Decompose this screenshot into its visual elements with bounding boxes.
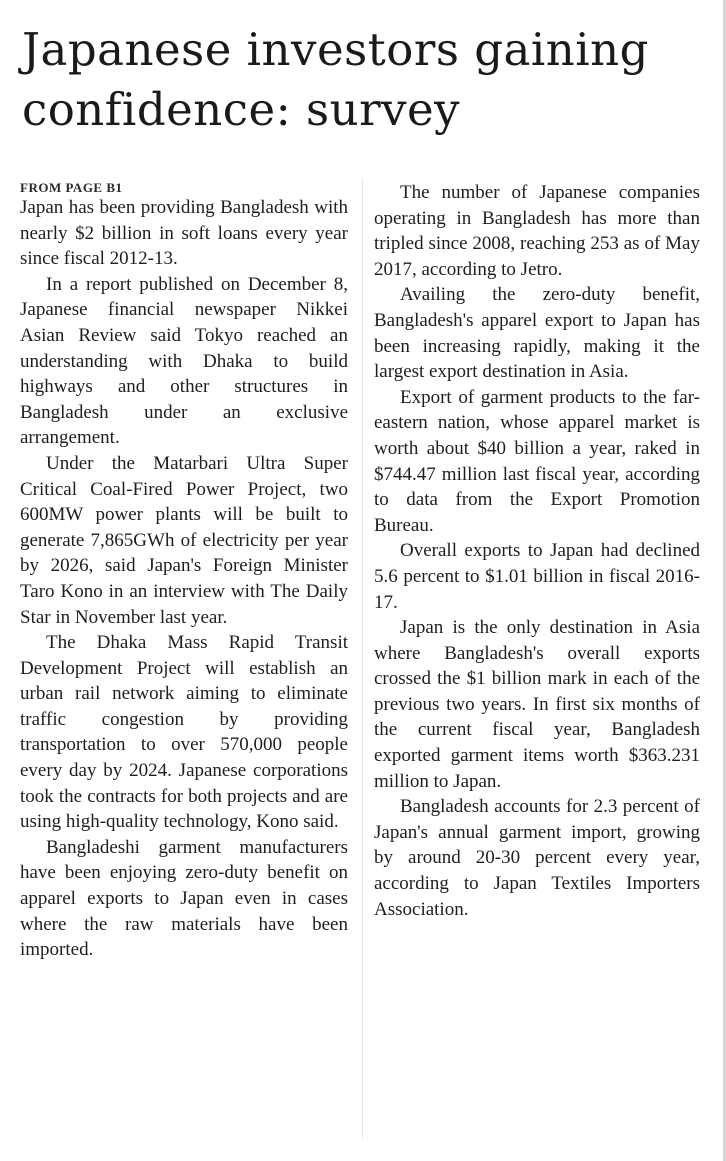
paragraph: Availing the zero-duty benefit, Bangladesh's apparel export to Japan has been increasing rapidly, making it the largest export destination in Asia. [374, 284, 700, 383]
paragraph: Bangladeshi garment manufacturers have been enjoying zero-duty benefit on apparel exports to Japan even in cases where the raw materials have been imported. [20, 836, 348, 961]
continuation-kicker: FROM PAGE B1 [20, 180, 123, 195]
paragraph: In a report published on December 8, Japanese financial newspaper Nikkei Asian Review said Tokyo reached an understanding with Dhaka to build highways and other structures in Bangladesh under an exclusive arrangement. [20, 273, 348, 449]
paragraph: Bangladesh accounts for 2.3 percent of Japan's annual garment import, growing by around 20-30 percent every year, according to Japan Textiles Importers Association. [374, 796, 700, 920]
paragraph: Export of garment products to the far-eastern nation, whose apparel market is worth about $40 billion a year, raked in $744.47 million last fiscal year, according to data from the Export Promotion Bureau. [374, 386, 700, 536]
left-column [20, 180, 348, 963]
paragraph: Japan is the only destination in Asia where Bangladesh's overall exports crossed the $1 billion mark in each of the previous two years. In first six months of the current fiscal year, Bangladesh exported garment items worth $363.231 million to Japan. [374, 617, 700, 792]
right-column [374, 180, 700, 922]
paragraph: The Dhaka Mass Rapid Transit Development Project will establish an urban rail network aiming to eliminate traffic congestion by providing transportation to over 570,000 people every day by 2024. Japanese corporations took the contracts for both projects and are using high-quality technology, Kono said. [20, 632, 348, 833]
paragraph: Overall exports to Japan had declined 5.6 percent to $1.01 billion in fiscal 2016-17. [374, 540, 700, 613]
paragraph: The number of Japanese companies operating in Bangladesh has more than tripled since 2008, reaching 253 as of May 2017, according to Jetro. [374, 182, 700, 280]
paragraph: Under the Matarbari Ultra Super Critical Coal-Fired Power Project, two 600MW power plants will be built to generate 7,865GWh of electricity per year by 2026, said Japan's Foreign Minister Taro Kono in an interview with The Daily Star in November last year. [20, 452, 348, 628]
article-headline [0, 20, 704, 140]
paragraph: Japan has been providing Bangladesh with nearly $2 billion in soft loans every year since fiscal 2012-13. [20, 197, 348, 270]
headline-line-2: confidence: survey [22, 83, 461, 136]
headline-line-1: Japanese investors gaining [22, 23, 649, 76]
column-divider [362, 178, 363, 1138]
